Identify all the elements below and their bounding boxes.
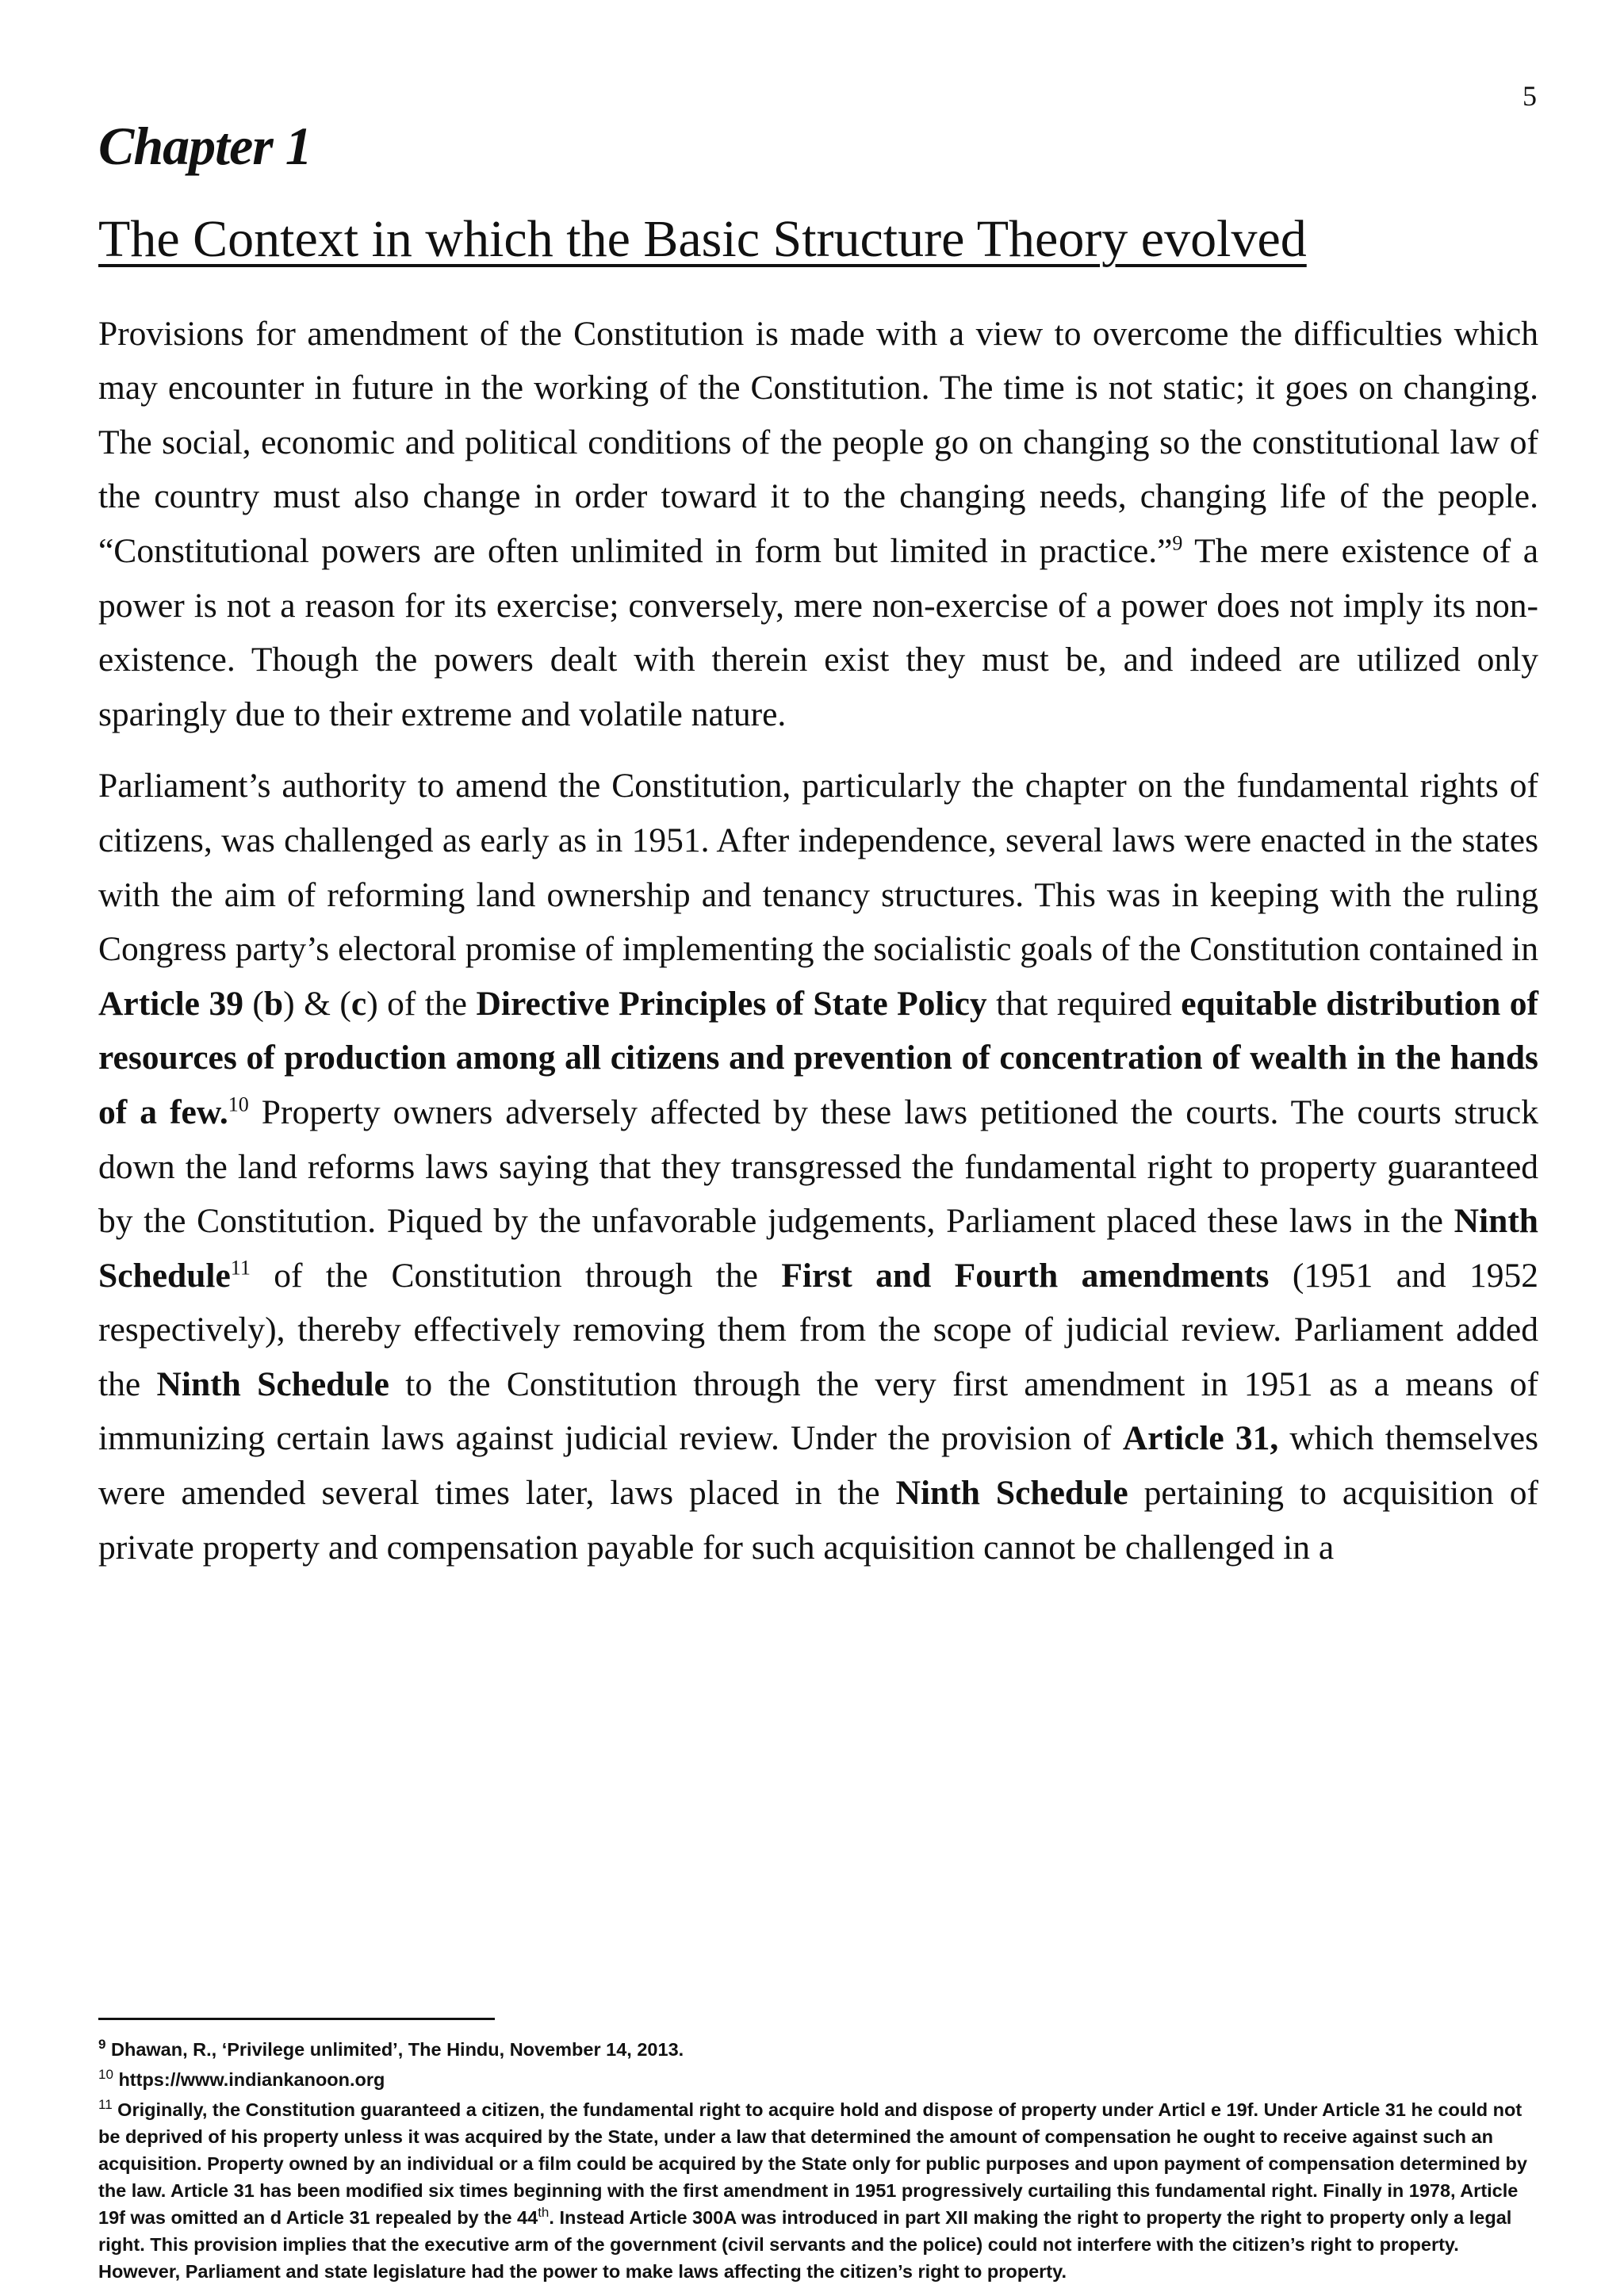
footnote-text: Dhawan, R., ‘Privilege unlimited’, The Hindu, November 14, 2013. [105,2039,684,2060]
paragraph-2-text-7: of the Constitution through the [250,1256,782,1295]
chapter-title: The Context in which the Basic Structure Theory evolved [98,210,1307,268]
footnote-number: 9 [98,2037,106,2053]
paragraph-2 [98,759,1538,1575]
footnote-text-continued: . Instead Article 300A was introduced in part XII making the right to property the right to property only a legal right. This provision implies that the executive arm of the government (civil servants and the police) could not interfere with the citizen’s right to property. However, Parliament and state legislature had the power to make laws affecting the citizen’s right to property. [98,2207,1512,2282]
bold-equitable-distribution: equitable distribution of resources of production among all citizens and prevention of concentration of wealth in the hands of a few. [98,984,1538,1131]
footnote-number: 11 [98,2097,113,2113]
bold-ninth-schedule-2: Ninth Schedule [156,1364,389,1403]
bold-first-fourth-amendments: First and Fourth amendments [781,1256,1270,1295]
paragraph-2-text-4: ) of the [366,984,477,1023]
paragraph-1-text-2: The mere existence of a power is not a reason for its exercise; conversely, mere non-exercise of a power does not imply its non-existence. Though the powers dealt with therein exist they must be, and indeed are utilized only sparingly due to their extreme and volatile nature. [98,531,1539,733]
footnote-9 [98,2036,1542,2063]
bold-directive-principles: Directive Principles of State Policy [476,984,987,1023]
footnote-text: Originally, the Constitution guaranteed a citizen, the fundamental right to acquire hold and dispose of property under Articl e 19f. Under Article 31 he could not be deprived of his property unless it was acquired by the State, under a law that determined the amount of compensation he ought to receive against such an acquisition. Property owned by an individual or a film could be acquired by the State only for public purposes and upon payment of compensation determined by the law. Article 31 has been modified six times beginning with the first amendment in 1951 progressively curtailing this fundamental right. Finally in 1978, Article 19f was omitted an d Article 31 repealed by the 44 [98,2099,1527,2228]
bold-ninth-schedule-3: Ninth Schedule [895,1474,1128,1513]
page-content [98,116,1539,1592]
paragraph-2-text-10: which themselves were amended several times later, laws placed in the [98,1419,1539,1513]
paragraph-2-text-1: Parliament’s authority to amend the Constitution, particularly the chapter on the fundamental rights of citizens, was challenged as early as in 1951. After independence, several laws were enacted in the states with the aim of reforming land ownership and tenancy structures. This was in keeping with the ruling Congress party’s electoral promise of implementing the socialistic goals of the Constitution contained in [98,767,1538,969]
footnote-ref-10[interactable]: 10 [228,1093,249,1116]
footnote-text: https://www.indiankanoon.org [113,2069,385,2090]
footnotes [98,2036,1542,2288]
paragraph-2-text-3: ) & ( [283,984,351,1023]
bold-article-31: Article 31, [1122,1419,1279,1458]
paragraph-1 [98,307,1538,742]
bold-article-39: Article 39 [98,984,243,1023]
paragraph-2-text-8: (1951 and 1952 respectively), thereby effectively removing them from the scope of judicial review. Parliament added the [98,1256,1538,1403]
paragraph-1-text-1: Provisions for amendment of the Constitution is made with a view to overcome the difficulties which may encounter in future in the working of the Constitution. The time is not static; it goes on changing. The social, economic and political conditions of the people go on changing so the constitutional law of the country must also change in order toward it to the changing needs, changing life of the people. “Constitutional powers are often unlimited in form but limited in practice.” [98,314,1538,570]
paragraph-2-text-5: that required [986,984,1182,1023]
footnote-11 [98,2096,1542,2285]
page-number: 5 [1522,80,1537,112]
paragraph-2-text-6: Property owners adversely affected by these laws petitioned the courts. The courts struck down the land reforms laws saying that they transgressed the fundamental right to property guaranteed by the Constitution. Piqued by the unfavorable judgements, Parliament placed these laws in the [98,1093,1538,1241]
footnote-ref-9[interactable]: 9 [1172,531,1183,555]
footnote-superscript-th: th [538,2205,550,2221]
bold-clause-b: b [263,984,284,1023]
paragraph-2-text-9: to the Constitution through the very first amendment in 1951 as a means of immunizing certain laws against judicial review. Under the provision of [98,1364,1538,1458]
footnote-10 [98,2066,1542,2093]
footnote-ref-11[interactable]: 11 [230,1256,251,1280]
bold-clause-c: c [350,984,367,1023]
paragraph-2-text-2: ( [243,984,264,1023]
paragraph-2-text-11: pertaining to acquisition of private property and compensation payable for such acquisition cannot be challenged in a [98,1474,1538,1567]
chapter-label: Chapter 1 [98,116,312,176]
footnote-number: 10 [98,2067,113,2083]
bold-ninth-schedule-1: Ninth Schedule [98,1202,1538,1295]
footnote-divider [98,2018,495,2020]
